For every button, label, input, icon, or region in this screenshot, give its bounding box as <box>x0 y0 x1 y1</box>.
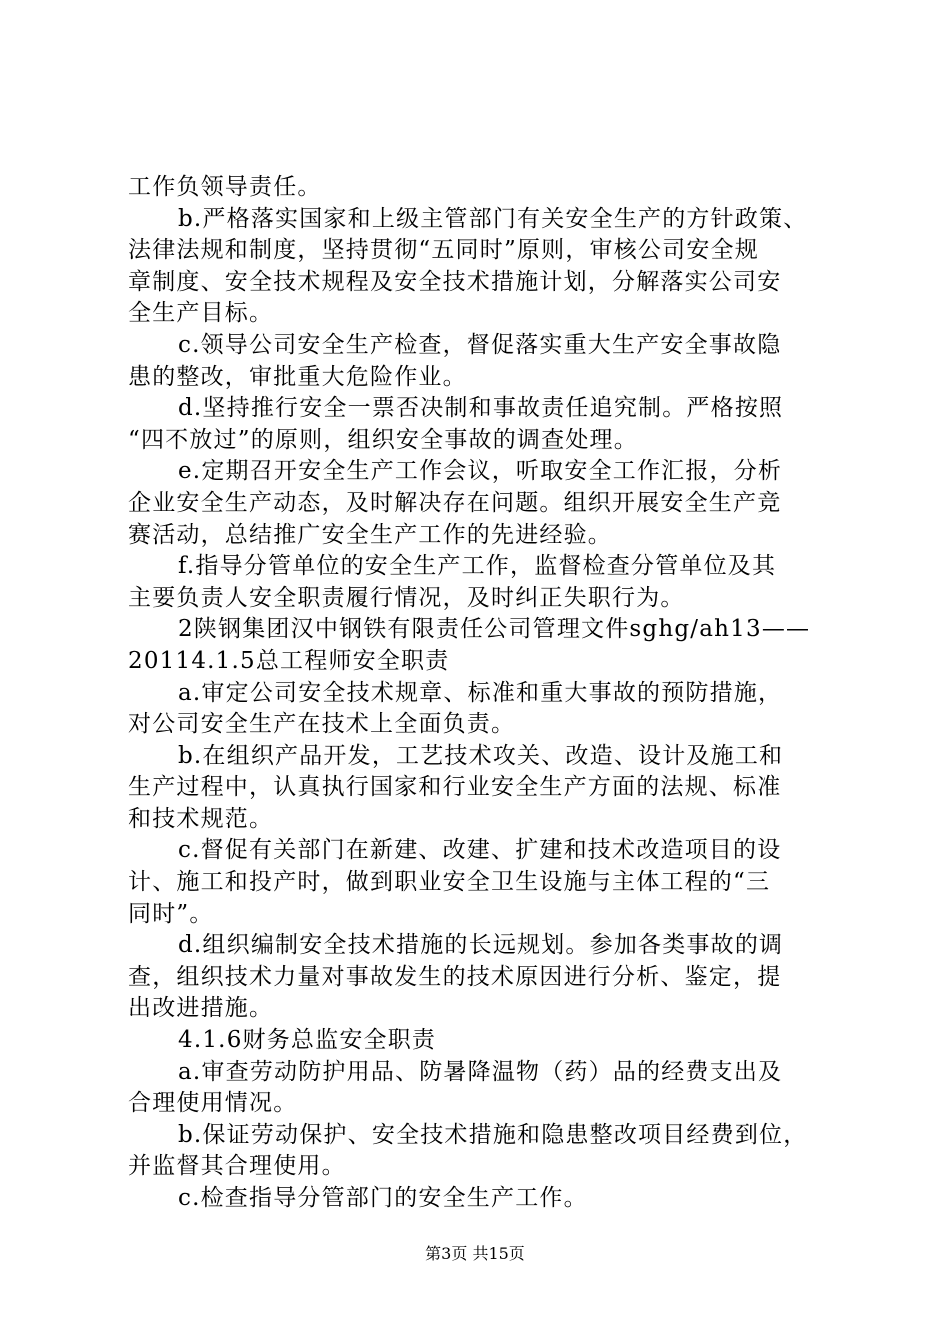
text-line: c.督促有关部门在新建、改建、扩建和技术改造项目的设 <box>178 837 782 864</box>
text-line: 4.1.6财务总监安全职责 <box>178 1027 437 1054</box>
text-line: d.坚持推行安全一票否决制和事故责任追究制。严格按照 <box>178 395 784 422</box>
page-footer: 第3页 共15页 <box>425 1244 525 1263</box>
text-line: 出改进措施。 <box>128 995 274 1022</box>
text-line: b.严格落实国家和上级主管部门有关安全生产的方针政策、 <box>178 205 808 232</box>
text-line: 章制度、安全技术规程及安全技术措施计划，分解落实公司安 <box>128 268 782 295</box>
text-line: 查，组织技术力量对事故发生的技术原因进行分析、鉴定，提 <box>128 963 782 990</box>
text-line: 同时”。 <box>128 900 214 927</box>
text-line: b.保证劳动保护、安全技术措施和隐患整改项目经费到位， <box>178 1121 808 1148</box>
text-line: e.定期召开安全生产工作会议，听取安全工作汇报，分析 <box>178 458 783 485</box>
text-line: 并监督其合理使用。 <box>128 1153 346 1180</box>
text-line: 生产过程中，认真执行国家和行业安全生产方面的法规、标准 <box>128 774 782 801</box>
text-line: c.领导公司安全生产检查，督促落实重大生产安全事故隐 <box>178 331 782 358</box>
text-line: 计、施工和投产时，做到职业安全卫生设施与主体工程的“三 <box>128 869 771 896</box>
text-line: c.检查指导分管部门的安全生产工作。 <box>178 1185 588 1211</box>
text-line: 合理使用情况。 <box>128 1090 298 1117</box>
text-line: 2陕钢集团汉中钢铁有限责任公司管理文件sghg/ah13—— <box>178 616 811 643</box>
text-line: a.审定公司安全技术规章、标准和重大事故的预防措施， <box>178 679 783 706</box>
text-line: a.审查劳动防护用品、防暑降温物（药）品的经费支出及 <box>178 1058 783 1085</box>
text-line: 全生产目标。 <box>128 300 274 327</box>
text-line: 主要负责人安全职责履行情况，及时纠正失职行为。 <box>128 584 685 611</box>
text-line: 企业安全生产动态，及时解决存在问题。组织开展安全生产竞 <box>128 489 782 516</box>
text-line: 20114.1.5总工程师安全职责 <box>128 647 450 674</box>
text-line: 和技术规范。 <box>128 805 274 832</box>
text-line: f.指导分管单位的安全生产工作，监督检查分管单位及其 <box>178 553 777 580</box>
text-line: b.在组织产品开发，工艺技术攻关、改造、设计及施工和 <box>178 742 784 769</box>
text-line: “四不放过”的原则，组织安全事故的调查处理。 <box>128 426 638 453</box>
text-line: d.组织编制安全技术措施的长远规划。参加各类事故的调 <box>178 932 784 959</box>
document-body <box>128 172 832 1215</box>
text-line: 患的整改，审批重大危险作业。 <box>128 363 467 390</box>
text-line: 对公司安全生产在技术上全面负责。 <box>128 711 516 738</box>
text-line: 工作负领导责任。 <box>128 174 322 200</box>
text-line: 法律法规和制度，坚持贯彻“五同时”原则，审核公司安全规 <box>128 237 759 264</box>
text-line: 赛活动，总结推广安全生产工作的先进经验。 <box>128 521 612 548</box>
